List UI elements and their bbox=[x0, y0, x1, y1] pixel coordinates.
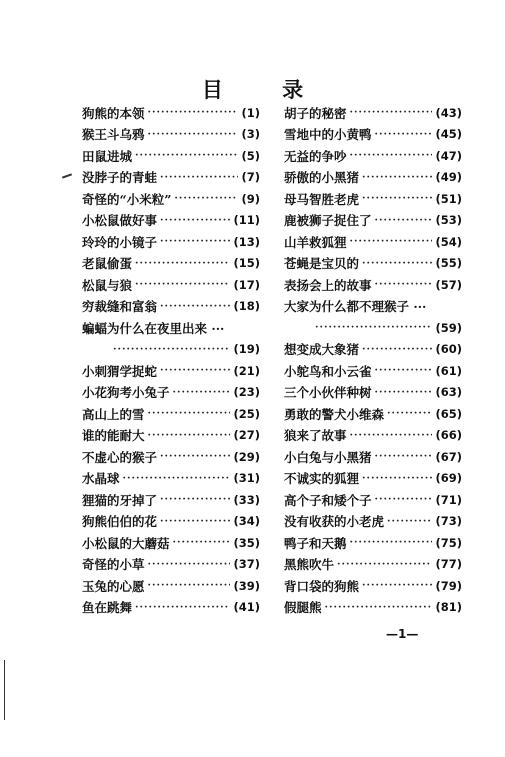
toc-entry-page: (25) bbox=[233, 406, 260, 421]
toc-entry bbox=[82, 575, 260, 597]
toc-entry bbox=[284, 124, 462, 146]
toc-entry bbox=[82, 511, 260, 533]
toc-entry-page: (75) bbox=[435, 535, 462, 550]
toc-column-right bbox=[284, 102, 462, 618]
toc-entry-title: 骄傲的小黑猪 bbox=[284, 170, 360, 186]
toc-entry-title: 鹿被狮子捉住了 bbox=[284, 213, 372, 229]
dot-leader bbox=[387, 516, 432, 527]
toc-entry bbox=[284, 468, 462, 490]
toc-entry-title: 奇怪的小草 bbox=[82, 557, 145, 573]
dot-leader bbox=[160, 172, 238, 183]
toc-entry-title: 水晶球 bbox=[82, 471, 120, 487]
dot-leader bbox=[315, 322, 432, 333]
toc-entry-title: 鸭子和天鹅 bbox=[284, 535, 347, 551]
toc-entry bbox=[82, 296, 260, 318]
toc-entry bbox=[82, 253, 260, 275]
toc-entry-page: (35) bbox=[233, 535, 260, 550]
toc-entry-page: (65) bbox=[435, 406, 462, 421]
toc-entry-page: (15) bbox=[233, 256, 260, 271]
toc-entry-page: (63) bbox=[435, 385, 462, 400]
dot-leader bbox=[350, 430, 433, 441]
toc-entry-page: (51) bbox=[435, 191, 462, 206]
toc-entry-title: 玉兔的心愿 bbox=[82, 578, 145, 594]
dot-leader bbox=[160, 516, 230, 527]
dot-leader bbox=[173, 537, 231, 548]
toc-entry bbox=[284, 597, 462, 619]
toc-entry-page: (17) bbox=[233, 277, 260, 292]
toc-entry bbox=[284, 102, 462, 124]
toc-entry-title: 无益的争吵 bbox=[284, 148, 347, 164]
toc-entry bbox=[82, 231, 260, 253]
toc-entry-title: 表扬会上的故事 bbox=[284, 277, 372, 293]
toc-entry-page: (79) bbox=[435, 578, 462, 593]
page-number: —1— bbox=[386, 627, 419, 641]
toc-entry-page: (69) bbox=[435, 471, 462, 486]
toc-entry bbox=[82, 167, 260, 189]
toc-entry bbox=[284, 317, 462, 339]
page-title: 目 录 bbox=[201, 77, 330, 102]
dot-leader bbox=[148, 408, 231, 419]
toc-entry bbox=[82, 124, 260, 146]
dot-leader bbox=[337, 559, 432, 570]
toc-entry-title: 鱼在跳舞 bbox=[82, 600, 133, 616]
toc-entry bbox=[82, 597, 260, 619]
toc-entry-title: 山羊救狐狸 bbox=[284, 234, 347, 250]
dot-leader bbox=[350, 107, 433, 118]
toc-entry bbox=[82, 554, 260, 576]
dot-leader bbox=[375, 279, 433, 290]
toc-entry-title: 没有收获的小老虎 bbox=[284, 514, 385, 530]
toc-entry-page: (57) bbox=[435, 277, 462, 292]
toc-entry-page: (45) bbox=[435, 127, 462, 142]
toc-entry bbox=[82, 425, 260, 447]
toc-entry bbox=[284, 296, 462, 318]
toc-entry bbox=[82, 403, 260, 425]
dot-leader bbox=[362, 193, 432, 204]
toc-entry-title: 黑熊吹牛 bbox=[284, 557, 335, 573]
dot-leader bbox=[148, 580, 231, 591]
toc-entry-page: (39) bbox=[233, 578, 260, 593]
toc-entry-title: 苍蝇是宝贝的 bbox=[284, 256, 360, 272]
toc-entry-page: (18) bbox=[233, 299, 260, 314]
dot-leader bbox=[362, 172, 432, 183]
toc-entry bbox=[284, 231, 462, 253]
toc-column-left bbox=[82, 102, 260, 618]
dot-leader bbox=[148, 430, 231, 441]
toc-entry bbox=[82, 188, 260, 210]
toc-entry-page: (54) bbox=[435, 234, 462, 249]
dot-leader bbox=[174, 193, 238, 204]
toc-entry-title: 想变成大象猪 bbox=[284, 342, 360, 358]
toc-entry bbox=[284, 253, 462, 275]
toc-entry-title: 高个子和矮个子 bbox=[284, 492, 372, 508]
toc-entry-title: 小鸵鸟和小云雀 bbox=[284, 363, 372, 379]
toc-entry-page: (21) bbox=[233, 363, 260, 378]
toc-entry bbox=[284, 210, 462, 232]
toc-entry-title: 狗熊伯伯的花 bbox=[82, 514, 158, 530]
dot-leader bbox=[148, 559, 231, 570]
toc-entry bbox=[284, 274, 462, 296]
dot-leader bbox=[375, 365, 433, 376]
toc-entry-page: (1) bbox=[241, 105, 260, 120]
toc-entry-title: 老鼠偷蛋 bbox=[82, 256, 133, 272]
dot-leader bbox=[160, 494, 230, 505]
toc-entry bbox=[284, 145, 462, 167]
toc-entry-page: (55) bbox=[435, 256, 462, 271]
toc-entry bbox=[82, 317, 260, 339]
toc-entry-title: 小松鼠的大蘑菇 bbox=[82, 535, 170, 551]
toc-entry-title: 雪地中的小黄鸭 bbox=[284, 127, 372, 143]
toc-entry bbox=[284, 339, 462, 361]
dot-leader bbox=[350, 236, 433, 247]
toc-entry bbox=[284, 511, 462, 533]
dot-leader bbox=[362, 580, 432, 591]
dot-leader bbox=[160, 365, 230, 376]
toc-entry-page: (33) bbox=[233, 492, 260, 507]
toc-entry-title: 假腿熊 bbox=[284, 600, 322, 616]
toc-entry bbox=[82, 360, 260, 382]
toc-entry-page: (81) bbox=[435, 600, 462, 615]
toc-entry-title: 田鼠进城 bbox=[82, 148, 133, 164]
toc-entry bbox=[284, 575, 462, 597]
toc-entry-page: (53) bbox=[435, 213, 462, 228]
toc-entry bbox=[82, 382, 260, 404]
toc-entry-page: (41) bbox=[233, 600, 260, 615]
toc-entry-page: (43) bbox=[435, 105, 462, 120]
toc-entry-page: (23) bbox=[233, 385, 260, 400]
toc-entry bbox=[82, 489, 260, 511]
toc-entry bbox=[284, 360, 462, 382]
toc-entry-title: 狗熊的本领 bbox=[82, 105, 145, 121]
toc-entry-page: (77) bbox=[435, 557, 462, 572]
toc-entry bbox=[284, 382, 462, 404]
dot-leader bbox=[160, 451, 230, 462]
scan-mark bbox=[4, 660, 5, 720]
toc-entry-page: (11) bbox=[233, 213, 260, 228]
toc-entry-page: (5) bbox=[241, 148, 260, 163]
toc-entry-page: (61) bbox=[435, 363, 462, 378]
toc-entry-page: (3) bbox=[241, 127, 260, 142]
toc-entry-title: 松鼠与狼 bbox=[82, 277, 133, 293]
toc-entry-title: 高山上的雪 bbox=[82, 406, 145, 422]
toc-entry-title: 不虚心的猴子 bbox=[82, 449, 158, 465]
dot-leader bbox=[387, 408, 432, 419]
dot-leader bbox=[375, 451, 433, 462]
toc-entry-title: 玲玲的小镜子 bbox=[82, 234, 158, 250]
toc-entry-page: (47) bbox=[435, 148, 462, 163]
dot-leader bbox=[113, 344, 230, 355]
toc-entry-title: 不诚实的狐狸 bbox=[284, 471, 360, 487]
toc-entry bbox=[284, 532, 462, 554]
toc-entry-title: 背口袋的狗熊 bbox=[284, 578, 360, 594]
dot-leader bbox=[362, 258, 432, 269]
dot-leader bbox=[173, 387, 231, 398]
toc-entry-title: 奇怪的“小米粒” bbox=[82, 191, 172, 207]
toc-entry bbox=[82, 468, 260, 490]
toc-entry-title: 大家为什么都不理猴子 ··· bbox=[284, 299, 427, 315]
dot-leader bbox=[350, 537, 433, 548]
toc-entry bbox=[82, 102, 260, 124]
dot-leader bbox=[375, 129, 433, 140]
toc-entry-page: (60) bbox=[435, 342, 462, 357]
toc-entry bbox=[284, 167, 462, 189]
toc-entry-title: 没脖子的青蛙 bbox=[82, 170, 158, 186]
toc-entry bbox=[284, 489, 462, 511]
toc-entry-title: 小松鼠做好事 bbox=[82, 213, 158, 229]
dot-leader bbox=[160, 236, 230, 247]
dot-leader bbox=[362, 473, 432, 484]
toc-entry-page: (19) bbox=[233, 342, 260, 357]
dot-leader bbox=[148, 107, 239, 118]
toc-entry-page: (73) bbox=[435, 514, 462, 529]
toc-entry-page: (7) bbox=[241, 170, 260, 185]
toc-entry-title: 小白兔与小黑猪 bbox=[284, 449, 372, 465]
toc-entry-page: (27) bbox=[233, 428, 260, 443]
toc-entry-title: 狼来了故事 bbox=[284, 428, 347, 444]
toc-entry bbox=[82, 339, 260, 361]
dot-leader bbox=[135, 150, 238, 161]
toc-entry-page: (37) bbox=[233, 557, 260, 572]
dot-leader bbox=[135, 279, 230, 290]
toc-entry-title: 猴王斗乌鸦 bbox=[82, 127, 145, 143]
toc-entry-page: (9) bbox=[241, 191, 260, 206]
toc-entry-title: 穷裁缝和富翁 bbox=[82, 299, 158, 315]
toc-entry bbox=[284, 188, 462, 210]
toc-entry-page: (71) bbox=[435, 492, 462, 507]
toc-entry bbox=[82, 145, 260, 167]
toc-entry-page: (49) bbox=[435, 170, 462, 185]
toc-entry bbox=[82, 446, 260, 468]
toc-entry-title: 三个小伙伴种树 bbox=[284, 385, 372, 401]
toc-entry-title: 小刺猬学捉蛇 bbox=[82, 363, 158, 379]
toc-entry-title: 胡子的秘密 bbox=[284, 105, 347, 121]
toc-entry-page: (67) bbox=[435, 449, 462, 464]
toc-entry bbox=[284, 554, 462, 576]
toc-entry bbox=[284, 403, 462, 425]
toc-entry-title: 谁的能耐大 bbox=[82, 428, 145, 444]
toc-entry-title: 狸猫的牙掉了 bbox=[82, 492, 158, 508]
toc-entry-title: 母马智胜老虎 bbox=[284, 191, 360, 207]
toc-entry-page: (31) bbox=[233, 471, 260, 486]
toc-entry bbox=[82, 274, 260, 296]
dot-leader bbox=[135, 602, 230, 613]
toc-entry-page: (13) bbox=[233, 234, 260, 249]
toc-entry-title: 蝙蝠为什么在夜里出来 ··· bbox=[82, 320, 225, 336]
dot-leader bbox=[325, 602, 433, 613]
dot-leader bbox=[375, 215, 433, 226]
toc-entry bbox=[82, 210, 260, 232]
toc-entry-title: 小花狗考小兔子 bbox=[82, 385, 170, 401]
dot-leader bbox=[135, 258, 230, 269]
scan-mark bbox=[62, 173, 72, 178]
toc-entry-page: (59) bbox=[435, 320, 462, 335]
toc-entry-page: (66) bbox=[435, 428, 462, 443]
dot-leader bbox=[160, 215, 230, 226]
dot-leader bbox=[375, 494, 433, 505]
dot-leader bbox=[375, 387, 433, 398]
dot-leader bbox=[350, 150, 433, 161]
dot-leader bbox=[160, 301, 230, 312]
toc-entry-title: 勇敢的警犬小维森 bbox=[284, 406, 385, 422]
dot-leader bbox=[148, 129, 239, 140]
dot-leader bbox=[123, 473, 231, 484]
dot-leader bbox=[362, 344, 432, 355]
toc-entry-page: (34) bbox=[233, 514, 260, 529]
toc-entry bbox=[284, 425, 462, 447]
toc-entry bbox=[284, 446, 462, 468]
toc-entry bbox=[82, 532, 260, 554]
toc-entry-page: (29) bbox=[233, 449, 260, 464]
